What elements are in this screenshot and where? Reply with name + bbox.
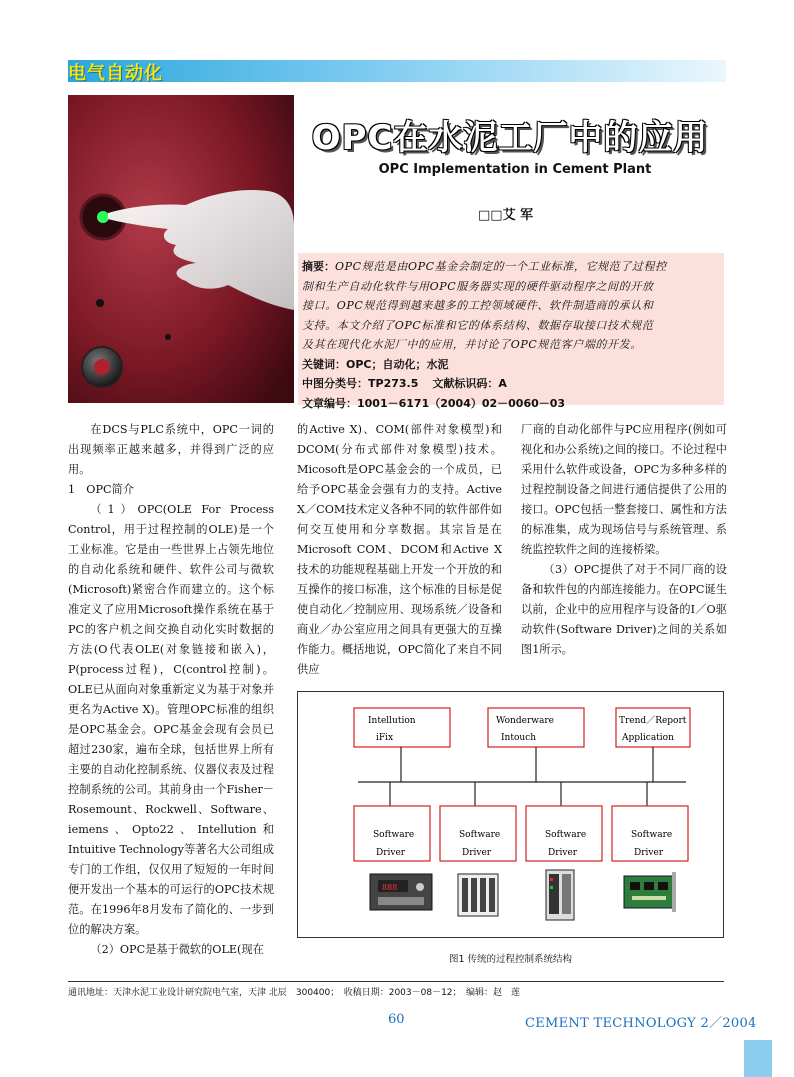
svg-text:888: 888 bbox=[382, 883, 398, 892]
paragraph: （1）OPC(OLE For Process Control，用于过程控制的OLE)是一个工业标准。它是由一些世界上占领先地位的自动化系统和硬件、软件公司与微软(Microsoft)紧密合作而建立的。这个标准定义了应用Microsoft操作系统在基于PC的客户机之间交换自动化实时数据的方法(O代表OLE(对象链接和嵌入)，P(process过程)，C(control控制)。OLE已从面向对象重新定义为基于对象并更名为Active X)。管理OPC标准的组织是OPC基金会。OPC基金会现有会员已超过230家，遍布全球，包括世界上所有主要的自动化控制系统、仪器仪表及过程控制系统的公司。其前身由一个Fisher－Rosemount、Rockwell、Software、iemens、Opto22、Intellution和Intuitive Technology等著名大公司组成专门的工作组，仅仅用了短短的一年时间便开发出一个基本的可运行的OPC技术规范。在1996年8月发布了简化的、一步到位的解决方案。 bbox=[68, 503, 274, 936]
paragraph: 的Active X)、COM(部件对象模型)和DCOM(分布式部件对象模型)技术。Micosoft是OPC基金会的一个成员，已给予OPC基金会强有力的支持。Active X／COM技术定义各种不同的软件部件如何交互使用和分享数据。其宗旨是在Microsoft COM、DCOM和Active X技术的功能规程基础上开发一个开放的和互操作的接口标准，这个标准的目标是促使自动化／控制应用、现场系统／设备和商业／办公室应用之间具有更强大的互操作能力。概括地说，OPC简化了来自不同供应 bbox=[297, 423, 502, 676]
abstract-line: 制和生产自动化软件与用OPC服务器实现的硬件驱动程序之间的开放 bbox=[302, 279, 654, 293]
device-io-card-icon bbox=[624, 872, 676, 912]
paragraph: （3）OPC提供了对于不同厂商的设备和软件包的内部连接能力。在OPC诞生以前，企业中的应用程序与设备的I／O驱动软件(Software Driver)之间的关系如图1所示。 bbox=[521, 563, 727, 656]
app-box-line1: Wonderware bbox=[496, 716, 554, 726]
driver-line1: Software bbox=[373, 830, 415, 840]
paragraph: 厂商的自动化部件与PC应用程序(例如可视化和办公系统)之间的接口。不论过程中采用什么软件或设备，OPC为多种多样的过程控制设备之间进行通信提供了公用的接口。OPC包括一整套接口、属性和方法的标准集，成为现场信号与系统管理、系统监控软件之间的连接桥梁。 bbox=[521, 423, 727, 556]
app-box-line2: Application bbox=[622, 733, 674, 743]
driver-line2: Driver bbox=[376, 848, 406, 858]
app-box-trend-report bbox=[616, 708, 690, 747]
body-column-1 bbox=[68, 420, 274, 960]
footer-note: 通讯地址：天津水泥工业设计研究院电气室，天津 北辰 300400； 收稿日期：2003－08－12； 编辑：赵 莲 bbox=[68, 988, 521, 998]
abstract-label: 摘要： bbox=[302, 260, 335, 273]
body-column-2 bbox=[297, 420, 502, 680]
abstract-line: 及其在现代化水泥厂中的应用，并讨论了OPC规范客户端的开发。 bbox=[302, 338, 642, 351]
paragraph: （2）OPC是基于微软的OLE(现在 bbox=[90, 943, 264, 956]
driver-box bbox=[354, 806, 430, 861]
clc-label: 中图分类号： bbox=[302, 377, 368, 390]
abstract-line: 接口。OPC规范得到越来越多的工控领域硬件、软件制造商的承认和 bbox=[302, 299, 654, 312]
driver-line2: Driver bbox=[548, 848, 578, 858]
article-no-label: 文章编号： bbox=[302, 396, 357, 410]
clc-value: TP273.5 bbox=[368, 377, 419, 390]
device-plc-icon bbox=[546, 870, 574, 920]
abstract-line bbox=[302, 257, 720, 277]
app-box-intellution bbox=[354, 708, 450, 747]
app-box-line1: Trend／Report bbox=[619, 716, 687, 726]
footer-divider bbox=[68, 981, 724, 982]
page-number: 60 bbox=[388, 1012, 405, 1027]
keywords-label: 关键词： bbox=[302, 357, 346, 371]
decorative-strip bbox=[744, 1040, 772, 1077]
driver-line1: Software bbox=[545, 830, 587, 840]
article-subtitle: OPC Implementation in Cement Plant bbox=[378, 162, 652, 177]
abstract-text: OPC规范是由OPC基金会制定的一个工业标准，它规范了过程控 bbox=[335, 260, 667, 273]
section-title: 电气自动化 bbox=[68, 63, 163, 84]
keywords-value: OPC；自动化；水泥 bbox=[346, 357, 449, 371]
section-heading: 1 OPC简介 bbox=[68, 483, 134, 496]
figure-caption: 图1 传统的过程控制系统结构 bbox=[448, 954, 573, 965]
driver-box bbox=[440, 806, 516, 861]
device-io-rack-icon bbox=[458, 874, 498, 916]
doc-code-label: 文献标识码： bbox=[432, 377, 499, 390]
keywords-line bbox=[302, 355, 720, 375]
app-box-line1: Intellution bbox=[368, 716, 416, 726]
bus-lines bbox=[358, 747, 686, 806]
article-title: OPC在水泥工厂中的应用 bbox=[311, 118, 709, 158]
driver-box bbox=[612, 806, 688, 861]
article-no-value: 1001－6171（2004）02－0060－03 bbox=[357, 396, 566, 410]
driver-line1: Software bbox=[631, 830, 673, 840]
driver-line1: Software bbox=[459, 830, 501, 840]
driver-box bbox=[526, 806, 602, 861]
abstract-line: 支持。本文介绍了OPC标准和它的体系结构、数据存取接口技术规范 bbox=[302, 318, 654, 332]
body-column-3 bbox=[521, 420, 727, 660]
article-number-line bbox=[302, 394, 720, 414]
article-author: □□艾 军 bbox=[478, 208, 534, 223]
classification-line bbox=[302, 374, 720, 394]
figure-1 bbox=[297, 691, 724, 938]
paragraph: 在DCS与PLC系统中，OPC一词的出现频率正越来越多，并得到广泛的应用。 bbox=[68, 423, 274, 476]
app-box-wonderware bbox=[488, 708, 584, 747]
journal-name: CEMENT TECHNOLOGY 2／2004 bbox=[525, 1016, 757, 1031]
doc-code-value: A bbox=[498, 377, 507, 390]
app-box-line2: iFix bbox=[376, 733, 394, 743]
abstract-box bbox=[298, 253, 724, 410]
device-meter-icon bbox=[370, 874, 432, 910]
app-box-line2: Intouch bbox=[501, 733, 537, 743]
section-banner bbox=[68, 60, 726, 82]
driver-line2: Driver bbox=[462, 848, 492, 858]
driver-line2: Driver bbox=[634, 848, 664, 858]
article-photo bbox=[68, 95, 294, 403]
